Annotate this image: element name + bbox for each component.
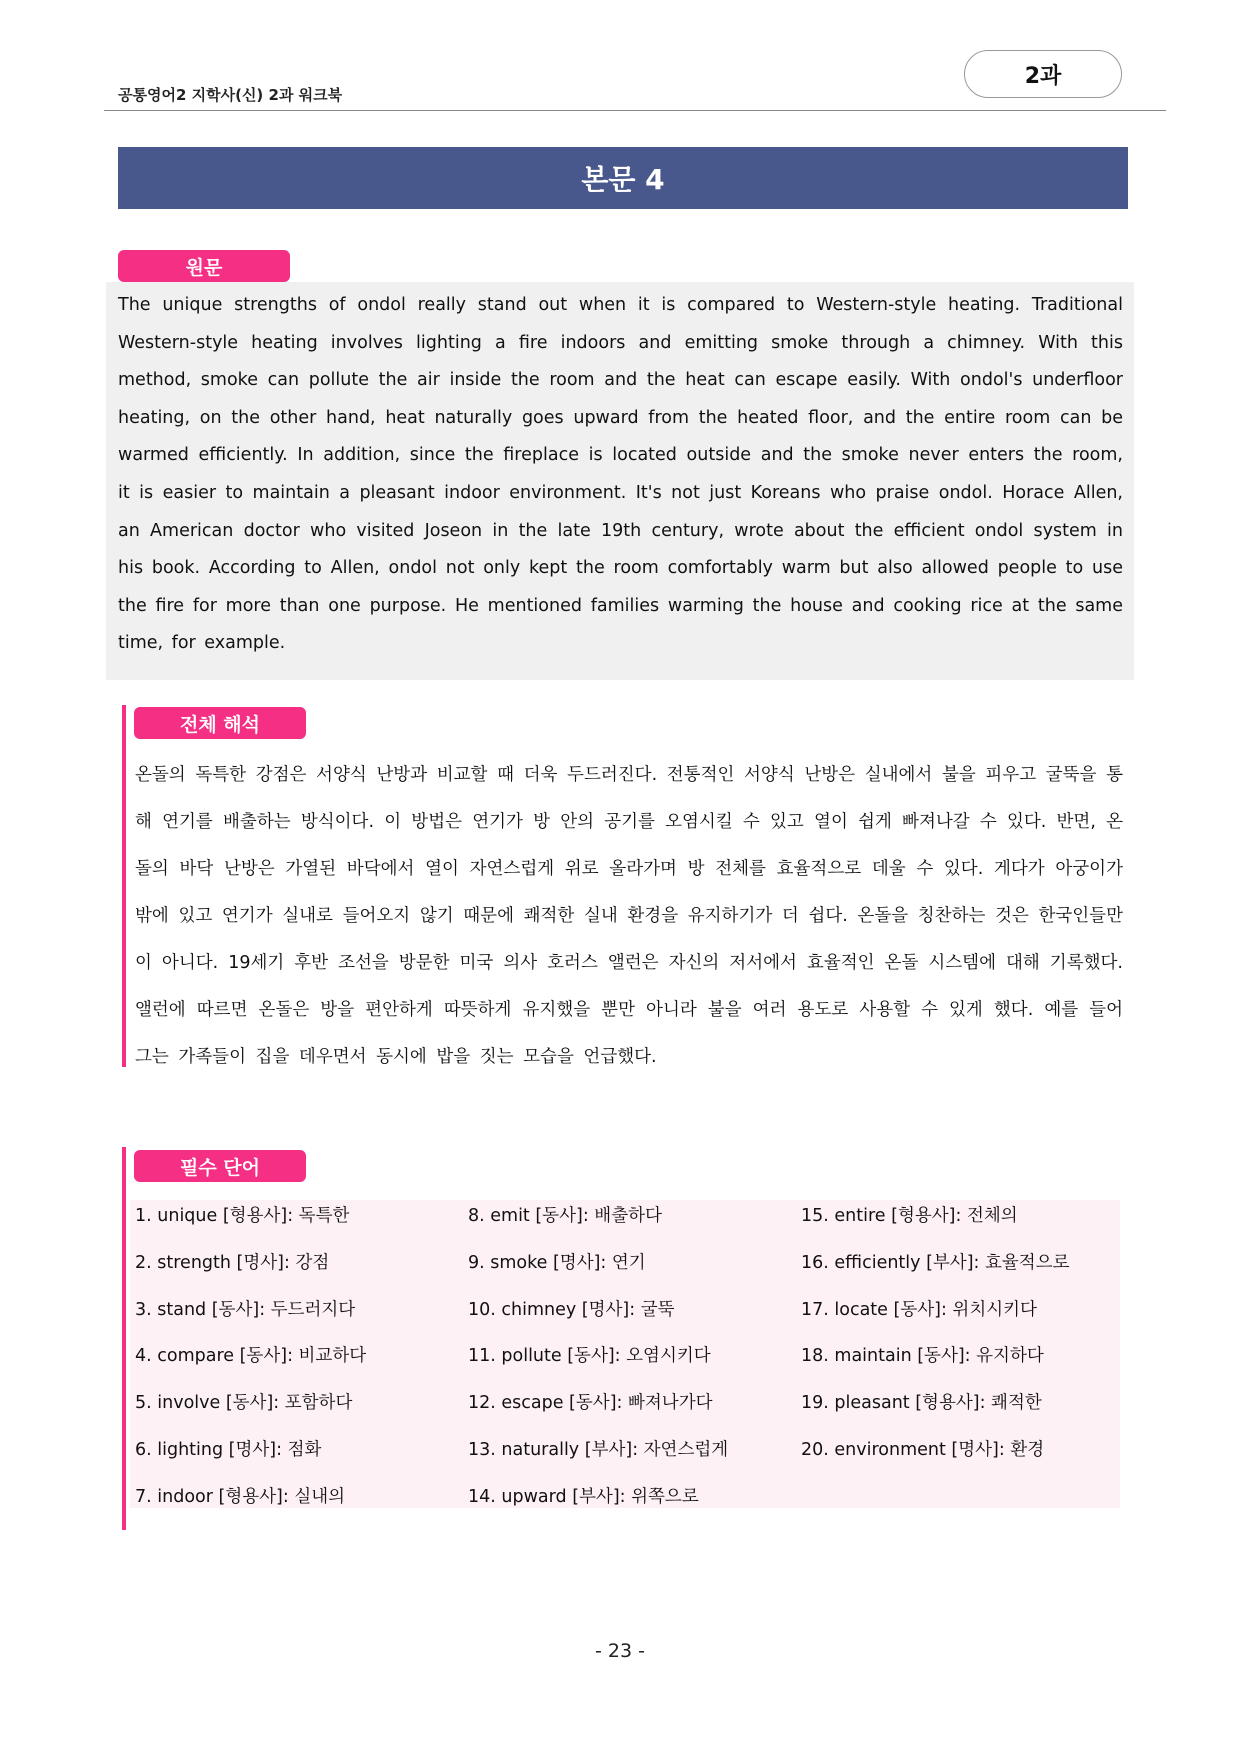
vocab-item: 20. environment [명사]: 환경 [801,1439,1045,1460]
vocab-item: 9. smoke [명사]: 연기 [468,1252,646,1273]
vocab-item: 16. efficiently [부사]: 효율적으로 [801,1252,1070,1273]
vocab-item: 17. locate [동사]: 위치시키다 [801,1299,1037,1320]
vocab-item: 5. involve [동사]: 포함하다 [135,1393,353,1414]
vocab-item: 13. naturally [부사]: 자연스럽게 [468,1439,729,1460]
lesson-badge: 2과 [964,50,1122,98]
vocab-item: 7. indoor [형용사]: 실내의 [135,1486,346,1507]
vocabulary-label: 필수 단어 [134,1150,306,1182]
vocab-item-empty [801,1482,1125,1529]
workbook-title: 공통영어2 지학사(신) 2과 워크북 [118,86,343,104]
vocab-item: 6. lighting [명사]: 점화 [135,1439,322,1460]
header-divider [104,110,1166,111]
vocab-item: 10. chimney [명사]: 굴뚝 [468,1299,675,1320]
vocab-item: 19. pleasant [형용사]: 쾌적한 [801,1393,1042,1414]
vocab-item: 12. escape [동사]: 빠져나가다 [468,1393,713,1414]
original-passage: The unique strengths of ondol really stand out when it is compared to Western-style heating. Traditional Western-style heating involves lighting a fire indoors and emitting smoke through a chimney. With this method, smoke can pollute the air inside the room and the heat can escape easily. With ondol's underfloor heating, on the other hand, heat naturally goes upward from the heated floor, and the entire room can be warmed efficiently. In addition, since the fireplace is located outside and the smoke never enters the room, it is easier to maintain a pleasant indoor environment. It's not just Koreans who praise ondol. Horace Allen, an American doctor who visited Joseon in the late 19th century, wrote about the efficient ondol system in his book. According to Allen, ondol not only kept the room comfortably warm but also allowed people to use the fire for more than one purpose. He mentioned families warming the house and cooking rice at the same time, for example. [118,295,1123,654]
vocab-item: 14. upward [부사]: 위쪽으로 [468,1486,699,1507]
vocab-item: 15. entire [형용사]: 전체의 [801,1206,1018,1226]
vocab-item: 2. strength [명사]: 강점 [135,1252,330,1273]
section-banner: 본문 4 [118,147,1128,209]
vocab-item: 18. maintain [동사]: 유지하다 [801,1346,1044,1367]
vocabulary-list [135,1201,1125,1529]
page-number: - 23 - [595,1640,645,1662]
translation-accent-bar [122,705,126,1067]
translation-label: 전체 해석 [134,707,306,739]
original-label: 원문 [118,250,290,282]
translation-passage: 온돌의 독특한 강점은 서양식 난방과 비교할 때 더욱 두드러진다. 전통적인 서양식 난방은 실내에서 불을 피우고 굴뚝을 통해 연기를 배출하는 방식이다. 이 방법은 연기가 방 안의 공기를 오염시킬 수 있고 열이 쉽게 빠져나갈 수 있다. 반면, 온돌의 바닥 난방은 가열된 바닥에서 열이 자연스럽게 위로 올라가며 방 전체를 효율적으로 데울 수 있다. 게다가 아궁이가 밖에 있고 연기가 실내로 들어오지 않기 때문에 쾌적한 실내 환경을 유지하기가 더 쉽다. 온돌을 칭찬하는 것은 한국인들만이 아니다. 19세기 후반 조선을 방문한 미국 의사 호러스 앨런은 자신의 저서에서 효율적인 온돌 시스템에 대해 기록했다. 앨런에 따르면 온돌은 방을 편안하게 따뜻하게 유지했을 뿐만 아니라 불을 여러 용도로 사용할 수 있게 했다. 예를 들어 그는 가족들이 집을 데우면서 동시에 밥을 짓는 모습을 언급했다. [135,765,1123,1067]
vocab-item: 4. compare [동사]: 비교하다 [135,1346,367,1367]
vocabulary-accent-bar [122,1147,126,1530]
vocab-item: 11. pollute [동사]: 오염시키다 [468,1346,711,1367]
vocab-item: 3. stand [동사]: 두드러지다 [135,1299,356,1320]
vocab-item: 8. emit [동사]: 배출하다 [468,1206,662,1226]
vocab-item: 1. unique [형용사]: 독특한 [135,1206,350,1226]
